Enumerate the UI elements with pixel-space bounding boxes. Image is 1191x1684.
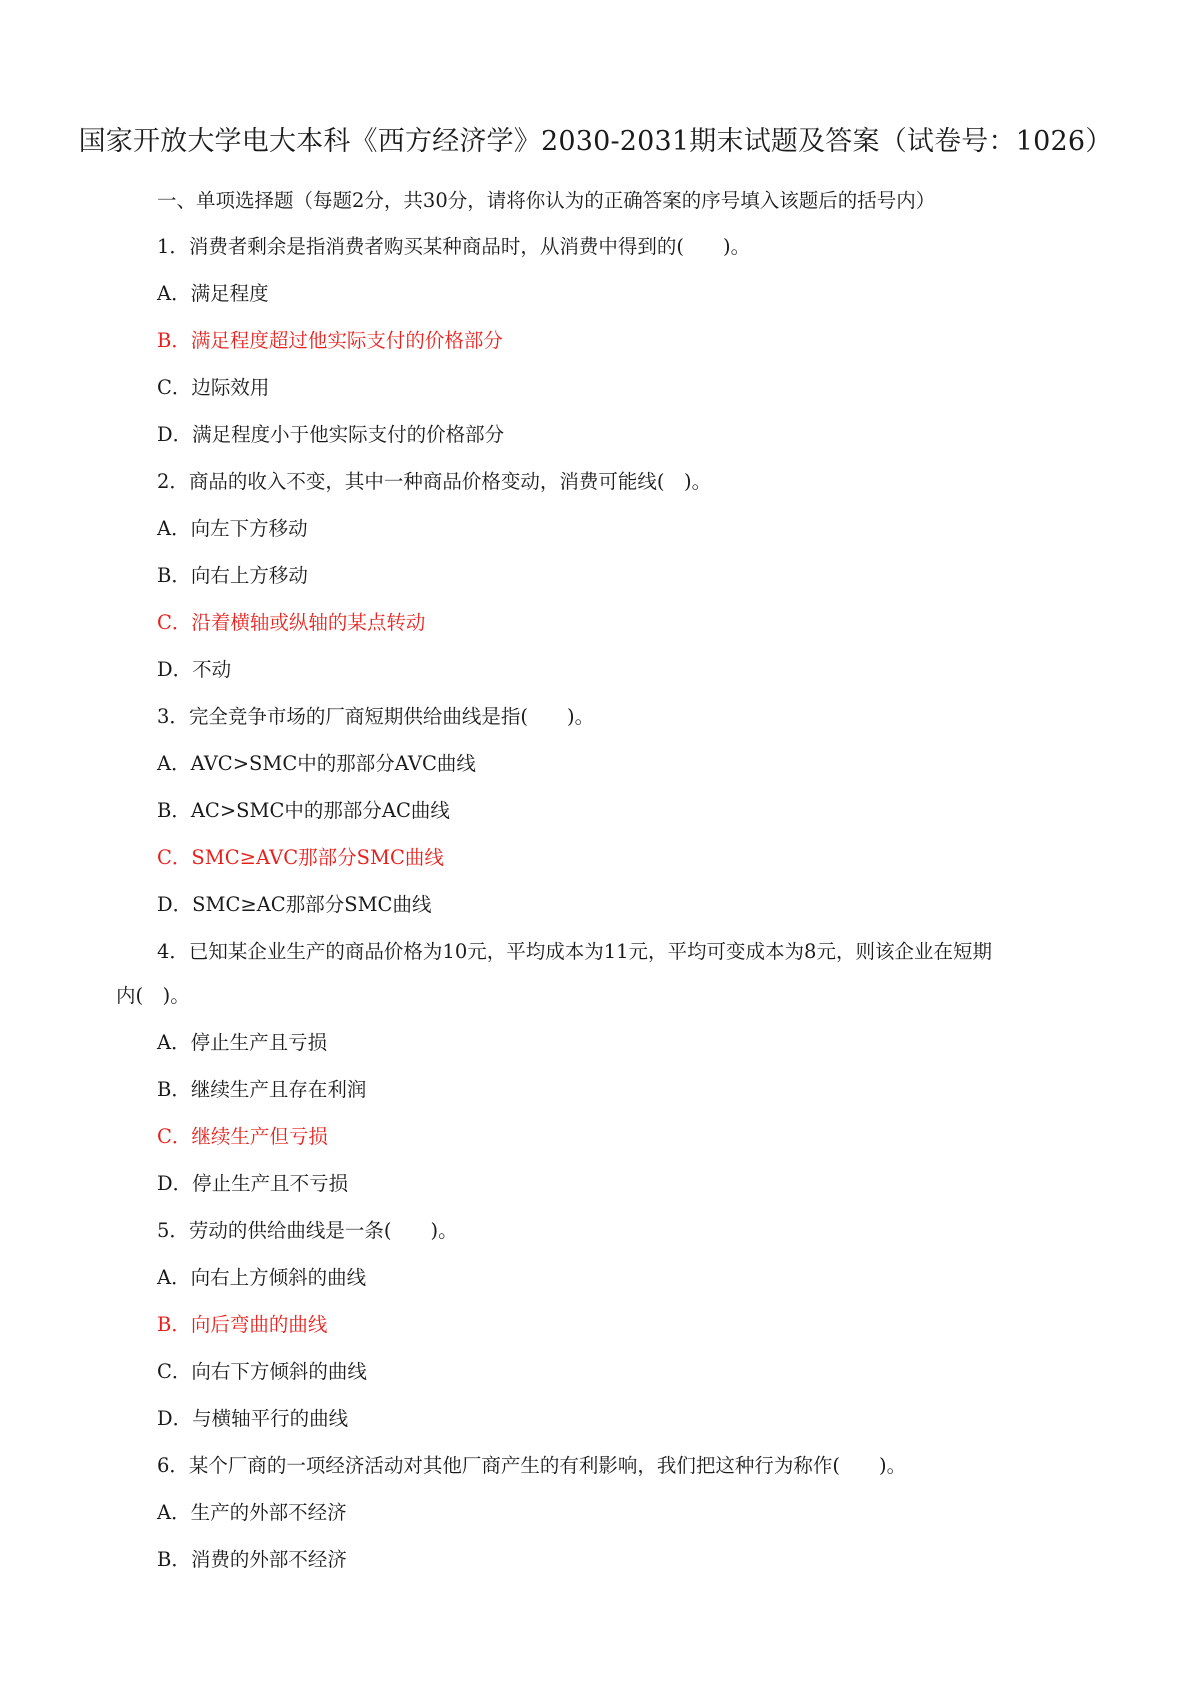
question-stem: 2．商品的收入不变，其中一种商品价格变动，消费可能线( )。 xyxy=(157,470,712,493)
answer-option: A．AVC>SMC中的那部分AVC曲线 xyxy=(157,752,476,775)
question-stem: 4．已知某企业生产的商品价格为10元，平均成本为11元，平均可变成本为8元，则该企业在短期 xyxy=(157,940,992,963)
answer-option: A．向右上方倾斜的曲线 xyxy=(157,1266,367,1289)
question-stem-continued: 内( )。 xyxy=(116,984,190,1007)
question-stem: 6．某个厂商的一项经济活动对其他厂商产生的有利影响，我们把这种行为称作( )。 xyxy=(157,1454,907,1477)
section-heading: 一、单项选择题（每题2分，共30分，请将你认为的正确答案的序号填入该题后的括号内） xyxy=(157,189,936,212)
question-stem: 3．完全竞争市场的厂商短期供给曲线是指( )。 xyxy=(157,705,595,728)
answer-option-correct: B．向后弯曲的曲线 xyxy=(157,1313,328,1336)
answer-option: C．边际效用 xyxy=(157,376,270,399)
answer-option: B．消费的外部不经济 xyxy=(157,1548,347,1571)
answer-option: C．向右下方倾斜的曲线 xyxy=(157,1360,367,1383)
question-stem: 1．消费者剩余是指消费者购买某种商品时，从消费中得到的( )。 xyxy=(157,235,751,258)
answer-option: A．停止生产且亏损 xyxy=(157,1031,328,1054)
answer-option: B．AC>SMC中的那部分AC曲线 xyxy=(157,799,450,822)
answer-option: A．生产的外部不经济 xyxy=(157,1501,347,1524)
answer-option: B．继续生产且存在利润 xyxy=(157,1078,367,1101)
answer-option: B．向右上方移动 xyxy=(157,564,308,587)
answer-option: D．不动 xyxy=(157,658,232,681)
answer-option: D．停止生产且不亏损 xyxy=(157,1172,349,1195)
answer-option-correct: C．SMC≥AVC那部分SMC曲线 xyxy=(157,846,444,869)
answer-option: A．向左下方移动 xyxy=(157,517,308,540)
question-stem: 5．劳动的供给曲线是一条( )。 xyxy=(157,1219,458,1242)
answer-option-correct: C．继续生产但亏损 xyxy=(157,1125,328,1148)
answer-option: D．SMC≥AC那部分SMC曲线 xyxy=(157,893,432,916)
answer-option: A．满足程度 xyxy=(157,282,269,305)
answer-option-correct: B．满足程度超过他实际支付的价格部分 xyxy=(157,329,503,352)
answer-option: D．满足程度小于他实际支付的价格部分 xyxy=(157,423,505,446)
page-title: 国家开放大学电大本科《西方经济学》2030-2031期末试题及答案（试卷号：1026） xyxy=(78,126,1113,157)
answer-option: D．与横轴平行的曲线 xyxy=(157,1407,349,1430)
answer-option-correct: C．沿着横轴或纵轴的某点转动 xyxy=(157,611,426,634)
